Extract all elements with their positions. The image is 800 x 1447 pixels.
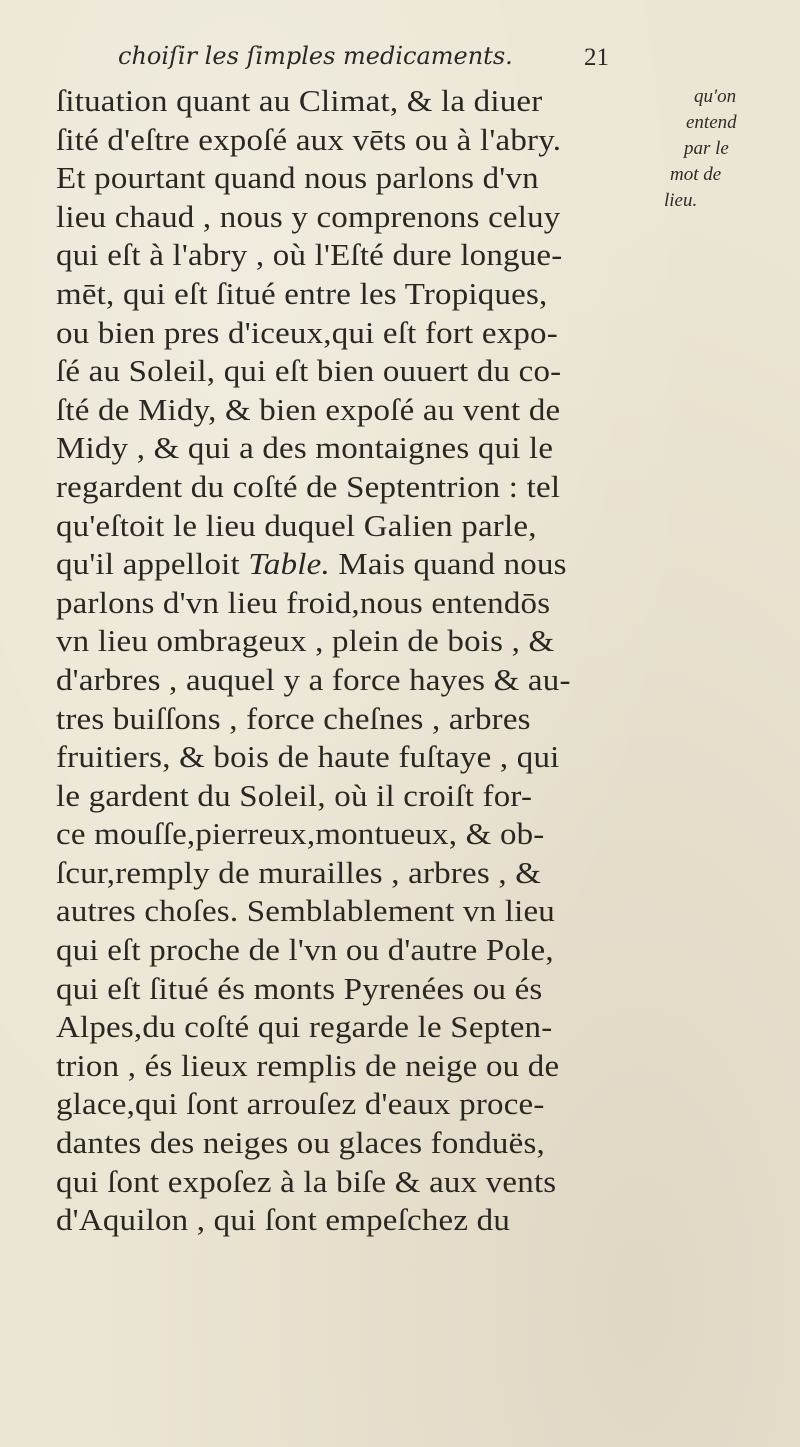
text-line-segment: ſité d'eſtre expoſé aux vēts ou à l'abry. — [56, 122, 562, 157]
text-line-segment: qui eſt ſitué és monts Pyrenées ou és — [56, 971, 543, 1006]
text-line — [56, 352, 682, 391]
text-line — [56, 507, 682, 546]
text-line — [56, 1201, 682, 1240]
margin-note-line: mot de — [670, 164, 722, 185]
text-line — [56, 738, 682, 777]
text-line-segment: Midy , & qui a des montaignes qui le — [56, 431, 554, 466]
text-line-segment: parlons d'vn lieu froid,nous entendōs — [56, 585, 551, 620]
text-line-segment: qui eſt à l'abry , où l'Eſté dure longue- — [56, 238, 563, 273]
text-line — [56, 545, 682, 584]
text-line — [56, 275, 682, 314]
text-line — [56, 970, 682, 1009]
text-line-segment: trion , és lieux remplis de neige ou de — [56, 1048, 560, 1083]
text-line-segment: ce mouſſe,pierreux,montueux, & ob- — [56, 817, 545, 852]
text-line-segment: fruitiers, & bois de haute fuſtaye , qui — [56, 740, 560, 775]
text-line-segment: dantes des neiges ou glaces fonduës, — [56, 1126, 545, 1161]
text-line-segment: d'arbres , auquel y a force hayes & au- — [56, 662, 571, 697]
text-line-segment: autres choſes. Semblablement vn lieu — [56, 894, 556, 929]
text-line — [56, 815, 682, 854]
text-line-segment: lieu chaud , nous y comprenons celuy — [56, 199, 561, 234]
text-line — [56, 584, 682, 623]
running-title: choiſir les ſimples medicaments. — [118, 42, 513, 70]
text-line — [56, 429, 682, 468]
text-line — [56, 159, 682, 198]
body-text — [56, 82, 636, 1240]
text-line-segment: ſituation quant au Climat, & la diuer — [56, 84, 543, 118]
text-line-segment: ſté de Midy, & bien expoſé au vent de — [56, 392, 561, 427]
text-line-segment: mēt, qui eſt ſitué entre les Tropiques, — [56, 276, 548, 311]
text-line — [56, 1047, 682, 1086]
italic-word: Table. — [248, 547, 330, 582]
text-line-segment: ou bien pres d'iceux,qui eſt fort expo- — [56, 315, 558, 350]
text-line-segment: ſcur,remply de murailles , arbres , & — [56, 855, 542, 890]
text-line — [56, 931, 682, 970]
text-line-segment: d'Aquilon , qui ſont empeſchez du — [56, 1203, 511, 1238]
text-line — [56, 622, 682, 661]
text-line-segment: ſé au Soleil, qui eſt bien ouuert du co- — [56, 354, 562, 389]
margin-note-line: lieu. — [664, 190, 698, 211]
margin-note-line: entend — [686, 112, 737, 133]
text-line — [56, 1008, 682, 1047]
text-line-segment: Et pourtant quand nous parlons d'vn — [56, 161, 539, 196]
text-line — [56, 777, 682, 816]
text-line-segment: tres buiſſons , force cheſnes , arbres — [56, 701, 531, 736]
running-head — [118, 42, 609, 82]
text-line-segment: qu'eſtoit le lieu duquel Galien parle, — [56, 508, 537, 543]
text-line-segment: glace,qui ſont arrouſez d'eaux proce- — [56, 1087, 545, 1122]
margin-note — [664, 84, 794, 214]
text-line-segment: Mais quand nous — [329, 547, 567, 582]
margin-note-line: qu'on — [694, 86, 737, 107]
text-line — [56, 121, 682, 160]
text-line-segment: vn lieu ombrageux , plein de bois , & — [56, 624, 555, 659]
text-line-segment: Alpes,du coſté qui regarde le Septen- — [56, 1010, 553, 1045]
text-line — [56, 236, 682, 275]
text-line-segment: qui ſont expoſez à la biſe & aux vents — [56, 1164, 557, 1199]
text-line-segment: qui eſt proche de l'vn ou d'autre Pole, — [56, 933, 554, 968]
text-line — [56, 854, 682, 893]
page-number: 21 — [584, 44, 609, 71]
text-line — [56, 700, 682, 739]
text-line — [56, 198, 682, 237]
text-line — [56, 661, 682, 700]
text-line-segment: regardent du coſté de Septentrion : tel — [56, 469, 561, 504]
text-line — [56, 1163, 682, 1202]
text-line — [56, 314, 682, 353]
text-line — [56, 391, 682, 430]
text-line-segment: le gardent du Soleil, où il croiſt for- — [56, 778, 533, 813]
text-line — [56, 1085, 682, 1124]
margin-note-line: par le — [684, 138, 729, 159]
text-line — [56, 82, 682, 121]
text-line-segment: qu'il appelloit — [56, 547, 249, 582]
text-line — [56, 1124, 682, 1163]
text-line — [56, 892, 682, 931]
text-line — [56, 468, 682, 507]
